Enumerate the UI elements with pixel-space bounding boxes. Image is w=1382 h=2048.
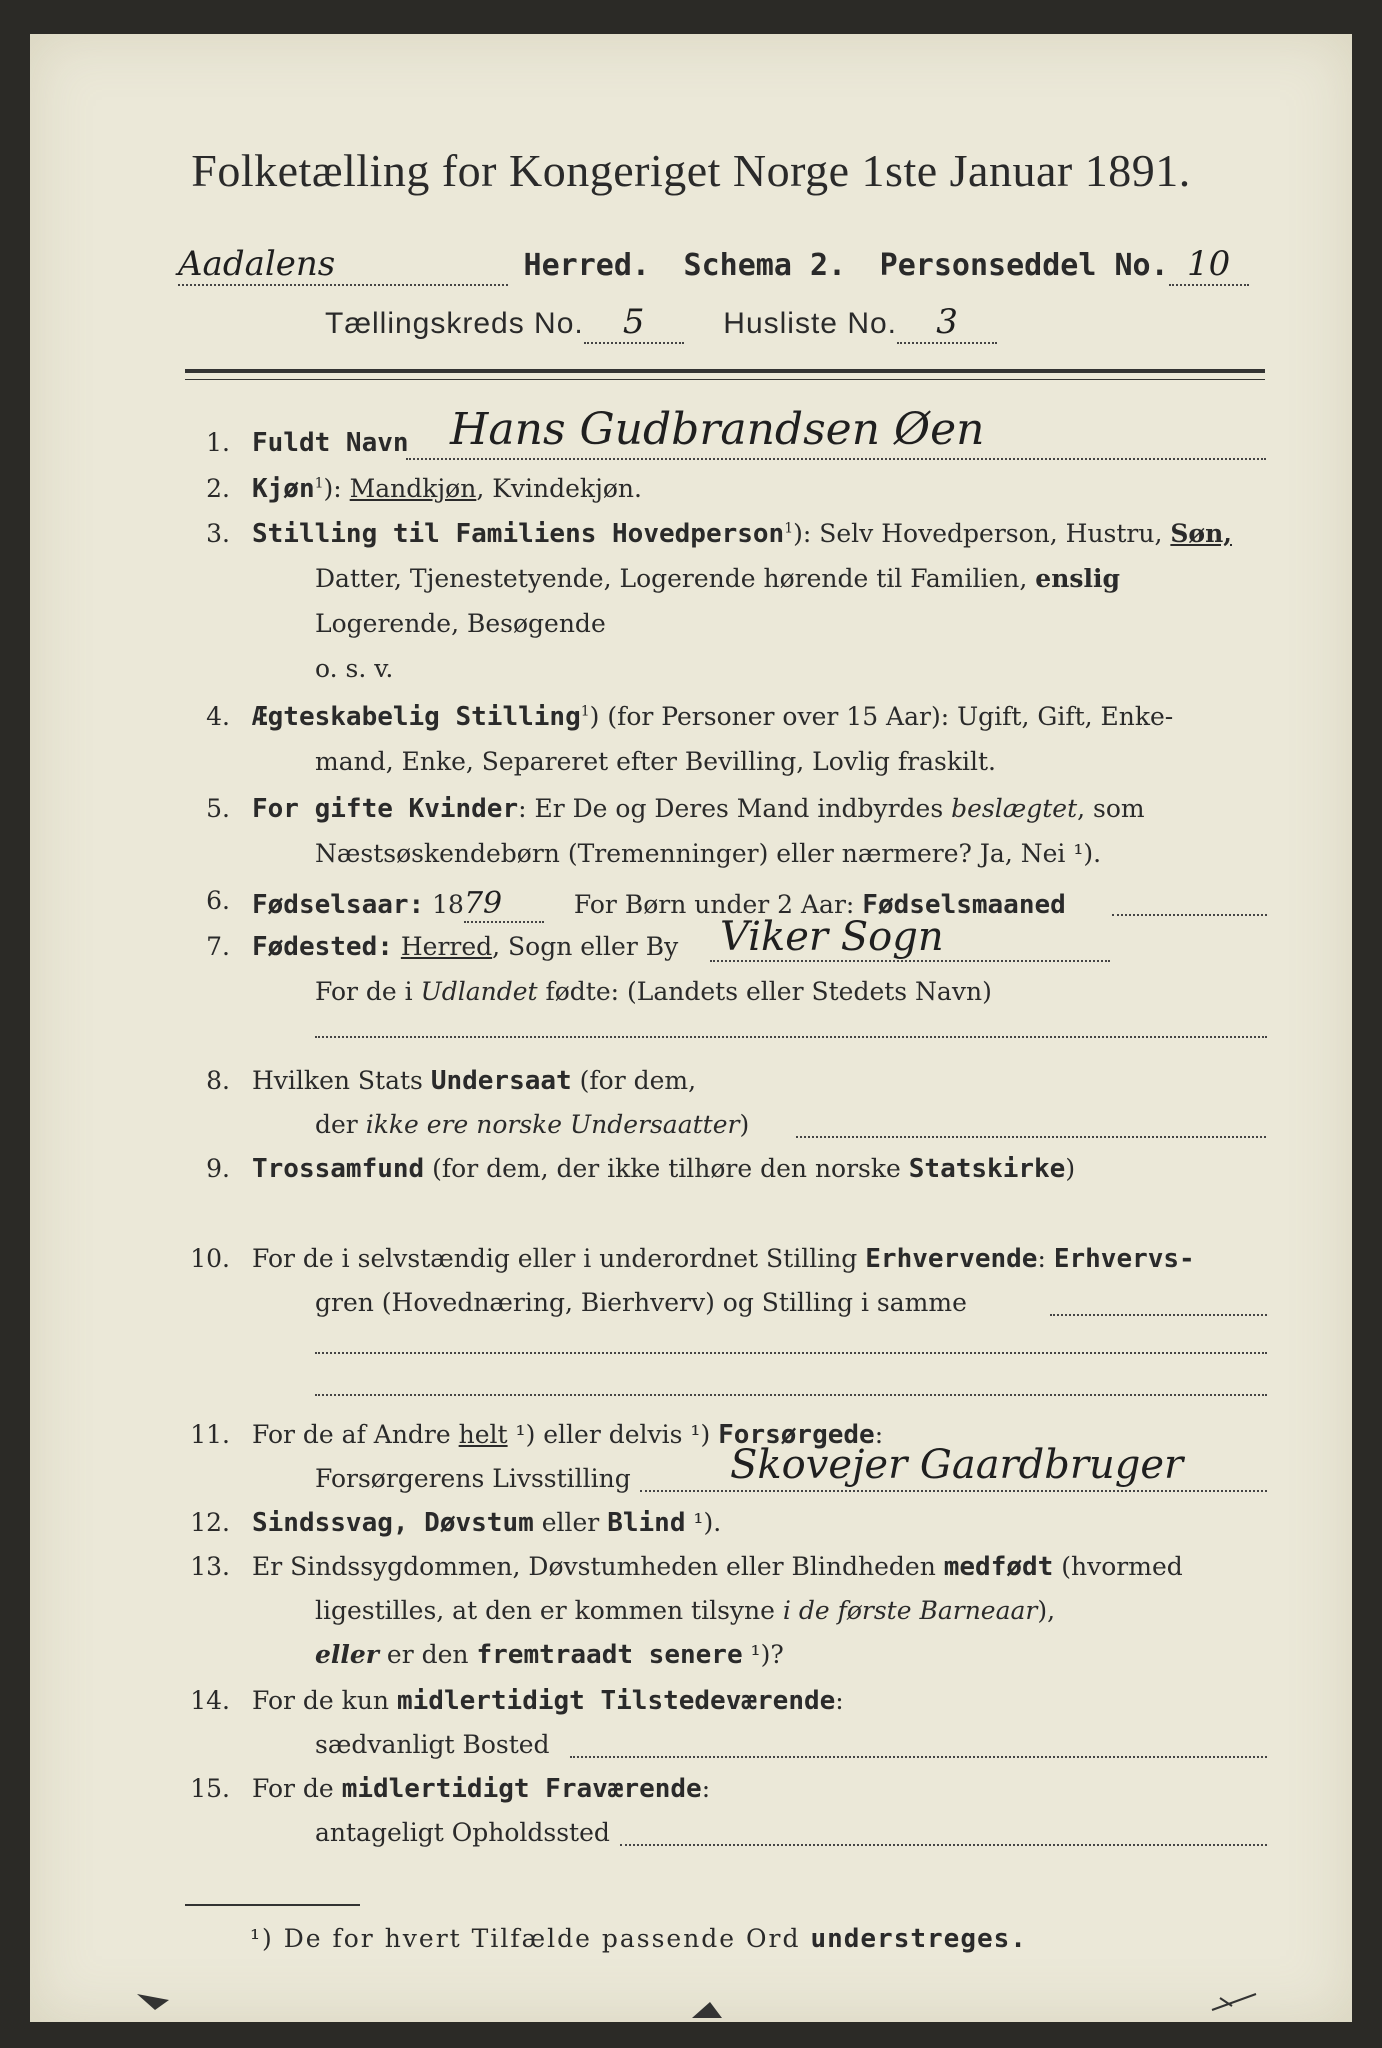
item-11-text-b: ¹) eller delvis ¹) [507, 1420, 719, 1449]
registration-mark-right [1210, 1990, 1260, 2014]
item-10 [252, 1244, 1195, 1274]
item-13-line-2-b: i de første Barneaar [782, 1596, 1038, 1625]
item-2-option-mandkjon: Mandkjøn [349, 474, 477, 503]
item-5-label: gifte Kvinder [314, 794, 519, 824]
herred-line [178, 244, 1249, 286]
item-15-fill-line [620, 1844, 1267, 1846]
registration-mark-left [135, 1990, 175, 2014]
item-7-number: 7. [206, 932, 230, 961]
item-13-line-2-a: ligestilles, at den er kommen tilsyne [315, 1596, 783, 1625]
item-1-name-value: Hans Gudbrandsen Øen [450, 404, 985, 455]
item-5-number: 5. [206, 794, 230, 823]
item-9-label-2: Statskirke [908, 1154, 1066, 1184]
item-3-number: 3. [206, 519, 230, 548]
item-6-label: Fødselsaar: [252, 890, 425, 920]
item-13 [252, 1552, 1183, 1582]
item-5-label-prefix: For [252, 794, 315, 824]
item-8-fill-line [796, 1136, 1266, 1138]
registration-mark-center [690, 1998, 726, 2022]
item-1-number: 1. [206, 428, 230, 457]
footnote [250, 1924, 1027, 1954]
husliste-label: Husliste No. [723, 307, 898, 340]
item-14 [252, 1686, 844, 1716]
item-14-line-2: sædvanligt Bosted [315, 1730, 550, 1759]
item-13-line-2 [315, 1596, 1055, 1625]
kreds-number: 5 [584, 302, 684, 344]
item-13-number: 13. [190, 1552, 230, 1581]
item-5-beslaegtet: beslægtet [951, 794, 1078, 823]
item-6-number: 6. [206, 886, 230, 915]
item-3-line-2 [315, 564, 1120, 593]
item-10-fill-line [1050, 1314, 1267, 1316]
item-8-line-2-c: ) [739, 1110, 750, 1139]
footnote-rule [185, 1904, 360, 1906]
item-7-line-2-a: For de i [315, 977, 421, 1006]
item-7-blank-line [315, 1036, 1267, 1038]
item-8-line-2-b: ikke ere norske Undersaatter [365, 1110, 740, 1139]
item-7 [252, 932, 678, 962]
item-9-number: 9. [206, 1154, 230, 1183]
item-12-text-end: ¹). [685, 1508, 722, 1537]
herred-label: Herred. [523, 248, 650, 283]
item-7-birthplace-value: Viker Sogn [720, 914, 944, 960]
item-3-line-3: Logerende, Besøgende [315, 609, 606, 638]
item-3-options: ): Selv Hovedperson, Hustru, [793, 519, 1171, 548]
item-12 [252, 1508, 721, 1538]
item-4-number: 4. [206, 702, 230, 731]
personseddel-label: Personseddel No. [879, 248, 1169, 283]
item-11-number: 11. [190, 1420, 230, 1449]
item-12-text: eller [533, 1508, 608, 1537]
item-8-label: Undersaat [430, 1066, 572, 1096]
item-14-text-b: : [835, 1686, 844, 1715]
item-6-year-prefix: 18 [432, 890, 464, 919]
herred-value: Aadalens [178, 244, 508, 286]
item-3-label: Stilling til Familiens Hovedperson [252, 519, 785, 549]
item-3-options-2: Datter, Tjenestetyende, Logerende hørende til Familien, [315, 564, 1036, 593]
item-3-option-son: Søn, [1170, 519, 1232, 548]
item-2: Kjøn$^1$): Mandkjøn, Kvindekjøn. [252, 474, 642, 504]
kreds-line [325, 302, 997, 344]
item-11-line-2: Forsørgerens Livsstilling [315, 1464, 631, 1493]
footnote-text-bold: understreges. [810, 1924, 1027, 1954]
item-13-line-3 [315, 1640, 784, 1670]
kreds-label: Tællingskreds No. [325, 307, 584, 340]
item-1-fill-line [406, 458, 1266, 460]
item-6-label-2: Fødselsmaaned [862, 890, 1066, 920]
item-6-text: For Børn under 2 Aar: [573, 890, 863, 919]
item-9-label: Trossamfund [252, 1154, 425, 1184]
item-10-blank-line-1 [315, 1352, 1267, 1354]
item-14-number: 14. [190, 1686, 230, 1715]
item-10-line-2: gren (Hovednæring, Bierhverv) og Stilling i samme [315, 1288, 967, 1317]
item-3-line-4: o. s. v. [315, 654, 394, 683]
item-10-text-b: : [1037, 1244, 1054, 1273]
item-13-line-2-c: ), [1037, 1596, 1056, 1625]
header-rule-thin [185, 379, 1265, 380]
item-2-option-rest: , Kvindekjøn. [476, 474, 642, 503]
item-12-label-2: Blind [607, 1508, 686, 1538]
item-7-options: , Sogn eller By [492, 932, 679, 961]
item-4-text: ) (for Personer over 15 Aar): Ugift, Gift, Enke- [589, 702, 1174, 731]
item-7-line-2-c: fødte: (Landets eller Stedets Navn) [537, 977, 992, 1006]
item-15-text-b: : [701, 1774, 711, 1803]
item-11-livsstilling-value: Skovejer Gaardbruger [730, 1442, 1184, 1488]
item-4-label: Ægteskabelig Stilling [252, 702, 581, 732]
schema-label: Schema 2. [683, 248, 847, 283]
item-7-option-herred: Herred [400, 932, 493, 961]
item-14-label: midlertidigt Tilstedeværende [396, 1686, 836, 1716]
husliste-number: 3 [897, 302, 997, 344]
footnote-text: ¹) De for hvert Tilfælde passende Ord [250, 1924, 811, 1953]
item-15-text: For de [252, 1774, 342, 1803]
item-10-text: For de i selvstændig eller i underordnet Stilling [252, 1244, 866, 1273]
item-2-label: Kjøn [252, 474, 315, 504]
item-9-text-end: ) [1065, 1154, 1076, 1183]
item-6 [252, 886, 1066, 923]
item-13-text-b: (hvormed [1053, 1552, 1183, 1581]
item-11-label: Forsørgede [718, 1420, 875, 1450]
item-13-line-3-c: fremtraadt senere [476, 1640, 743, 1670]
item-14-text: For de kun [252, 1686, 397, 1715]
item-10-label: Erhvervende [865, 1244, 1038, 1274]
item-10-label-2: Erhvervs- [1053, 1244, 1195, 1274]
item-8-line-2-a: der [315, 1110, 366, 1139]
item-7-fill-line [710, 960, 1110, 962]
item-6-year-value: 79 [464, 886, 544, 923]
form-title: Folketælling for Kongeriget Norge 1ste Januar 1891. [191, 145, 1191, 196]
item-5-text-end: , som [1077, 794, 1145, 823]
item-5-line-2: Næstsøskendebørn (Tremenninger) eller nærmere? Ja, Nei ¹). [315, 839, 1102, 868]
item-2-number: 2. [206, 474, 230, 503]
item-4-line-2: mand, Enke, Separeret efter Bevilling, Lovlig fraskilt. [315, 747, 996, 776]
item-13-text: Er Sindssygdommen, Døvstumheden eller Blindheden [252, 1552, 944, 1581]
item-9-text: (for dem, der ikke tilhøre den norske [424, 1154, 909, 1183]
item-8-text: Hvilken Stats [252, 1066, 431, 1095]
header-rule-thick [185, 369, 1265, 373]
item-13-line-3-d: ¹)? [742, 1640, 784, 1669]
item-7-udlandet: Udlandet [420, 977, 538, 1006]
item-15-label: midlertidigt Fraværende [341, 1774, 702, 1804]
personseddel-number: 10 [1169, 244, 1249, 286]
item-8-line-2 [315, 1110, 749, 1139]
census-form-sheet [30, 34, 1352, 2022]
item-13-label: medfødt [943, 1552, 1054, 1582]
item-12-number: 12. [190, 1508, 230, 1537]
item-7-label: Fødested: [252, 932, 393, 962]
item-9 [252, 1154, 1075, 1184]
item-5-text: : Er De og Deres Mand indbyrdes [518, 794, 952, 823]
item-5 [252, 794, 1145, 824]
item-15 [252, 1774, 710, 1804]
item-11-fill-line [640, 1490, 1267, 1492]
item-7-line-2 [315, 977, 992, 1006]
item-12-label: Sindssvag, Døvstum [252, 1508, 534, 1538]
item-11-text: For de af Andre [252, 1420, 459, 1449]
item-10-number: 10. [190, 1244, 230, 1273]
item-10-blank-line-2 [315, 1394, 1267, 1396]
item-2-footnote-mark: 1 [314, 475, 324, 492]
item-8-number: 8. [206, 1066, 230, 1095]
item-6-fill-line [1112, 914, 1267, 916]
item-15-number: 15. [190, 1774, 230, 1803]
item-11-text-c: : [874, 1420, 884, 1449]
item-13-line-3-a: eller [315, 1640, 379, 1669]
item-11-option-helt: helt [458, 1420, 508, 1449]
item-3-option-enslig: enslig [1035, 564, 1120, 593]
item-13-line-3-b: er den [378, 1640, 477, 1669]
item-1 [252, 428, 409, 458]
item-8-text-b: (for dem, [571, 1066, 697, 1095]
item-4: Ægteskabelig Stilling$^1$) (for Personer over 15 Aar): Ugift, Gift, Enke- [252, 702, 1174, 732]
item-3: Stilling til Familiens Hovedperson$^1$): Selv Hovedperson, Hustru, Søn, [252, 519, 1232, 549]
item-14-fill-line [570, 1756, 1267, 1758]
item-15-line-2: antageligt Opholdssted [315, 1818, 610, 1847]
item-1-label: Fuldt Navn [252, 428, 409, 458]
item-8 [252, 1066, 696, 1096]
